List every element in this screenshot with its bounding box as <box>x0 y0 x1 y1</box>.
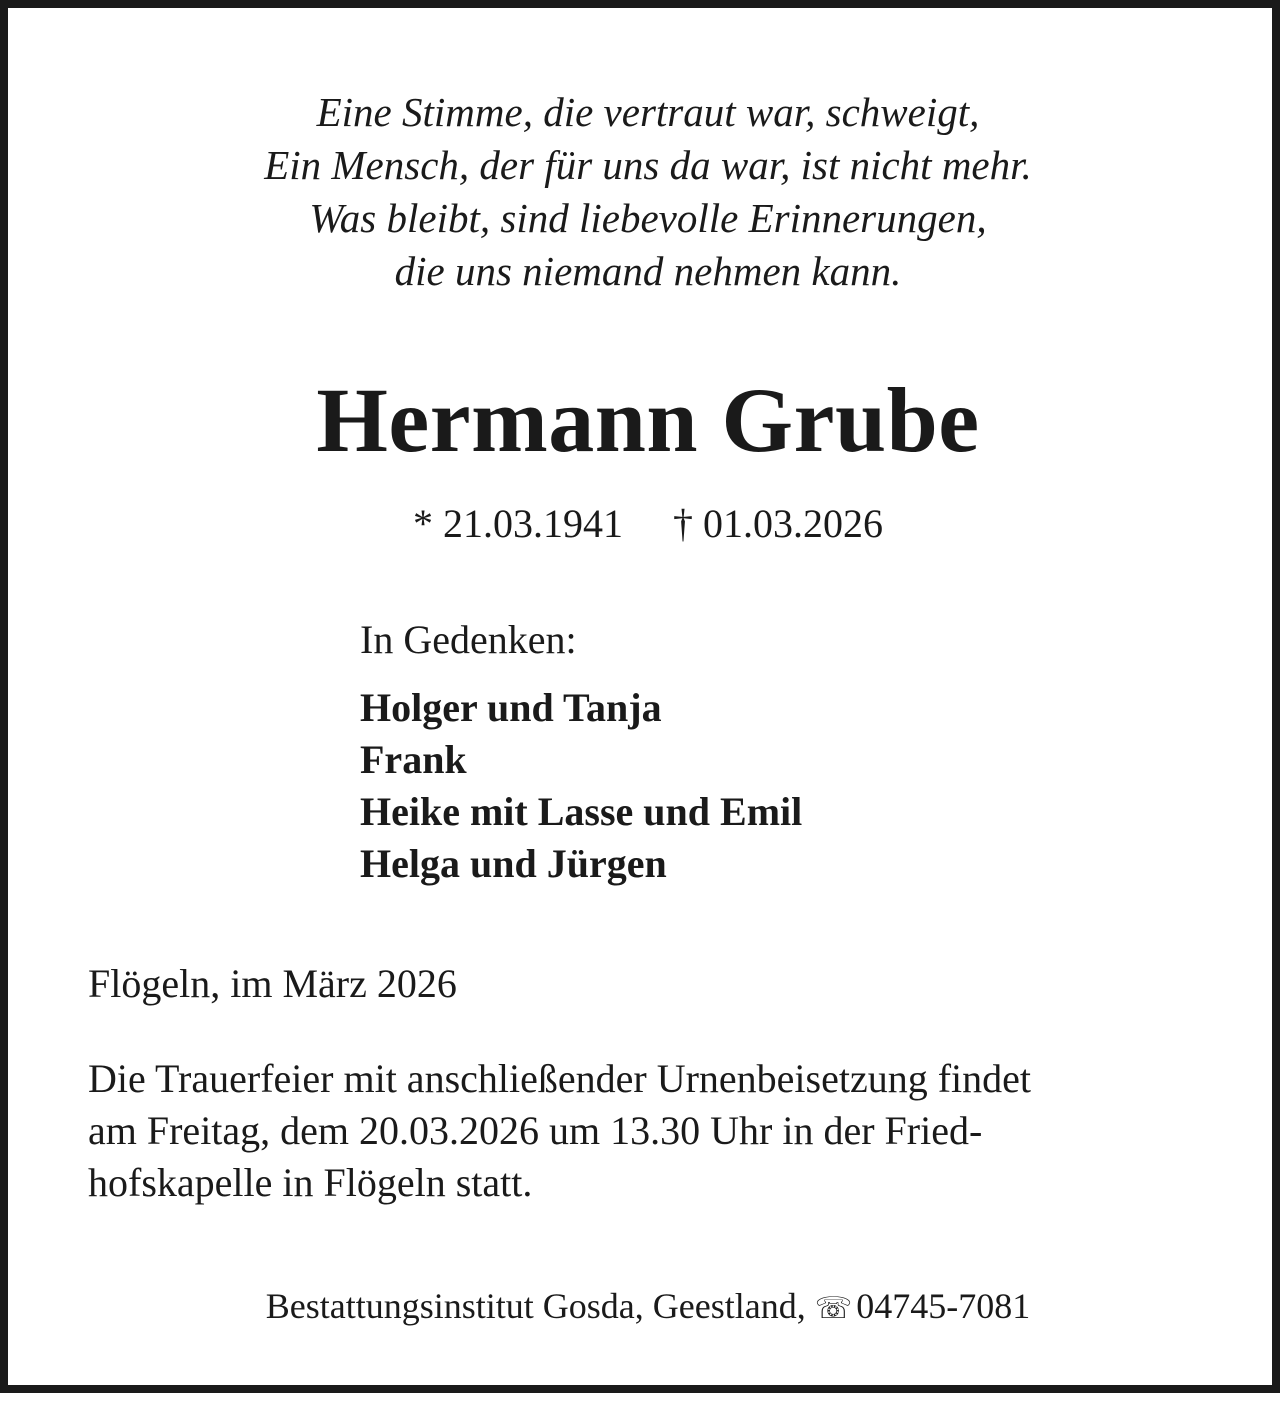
deceased-name: Hermann Grube <box>316 369 980 471</box>
mourners-list <box>360 682 802 890</box>
death-date: † 01.03.2026 <box>673 501 883 546</box>
mourner-entry: Heike mit Lasse und Emil <box>360 789 803 834</box>
poem-line: Eine Stimme, die vertraut war, schweigt, <box>316 89 980 135</box>
poem-line: die uns niemand nehmen kann. <box>394 248 902 294</box>
mourner-entry: Holger und Tanja <box>360 685 662 730</box>
poem-line: Ein Mensch, der für uns da war, ist nicht mehr. <box>264 142 1032 188</box>
mourner-entry: Frank <box>360 737 467 782</box>
memorial-poem <box>8 86 1280 298</box>
birth-date: * 21.03.1941 <box>413 501 623 546</box>
funeral-home-footer <box>8 1282 1280 1333</box>
poem-line: Was bleibt, sind liebevolle Erinnerungen, <box>309 195 987 241</box>
phone-number: 04745-7081 <box>856 1286 1031 1326</box>
place-and-date: Flögeln, im März 2026 <box>88 961 457 1006</box>
life-dates <box>8 498 1280 550</box>
funeral-announcement <box>88 1053 1208 1209</box>
announcement-line: Die Trauerfeier mit anschließender Urnenbeisetzung findet <box>88 1056 1032 1101</box>
funeral-home-name: Bestattungsinstitut Gosda, Geestland, <box>265 1286 806 1326</box>
memory-label: In Gedenken: <box>360 617 577 662</box>
telephone-icon: ☏ <box>814 1291 853 1326</box>
announcement-line: am Freitag, dem 20.03.2026 um 13.30 Uhr in der Fried- <box>88 1108 983 1153</box>
mourner-entry: Helga und Jürgen <box>360 841 667 886</box>
announcement-line: hofskapelle in Flögeln statt. <box>88 1160 533 1205</box>
